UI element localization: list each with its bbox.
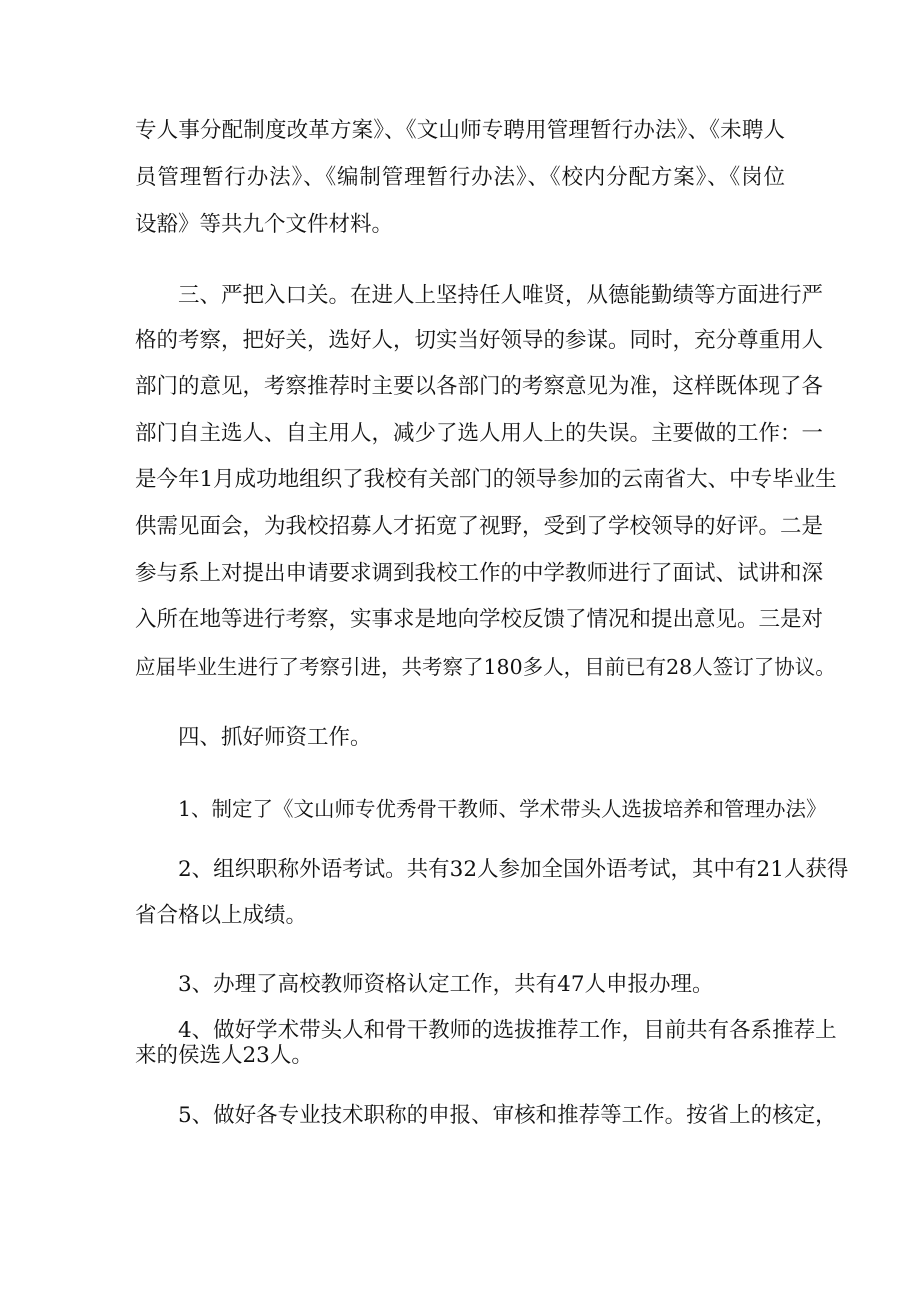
list-item-1: 1、制定了《文山师专优秀骨干教师、学术带头人选拔培养和管理办法》 <box>178 797 827 821</box>
list-item-2-continuation: 省合格以上成绩。 <box>135 903 308 928</box>
paragraph-line: 参与系上对提出申请要求调到我校工作的中学教师进行了面试、试讲和深 <box>135 561 824 586</box>
paragraph-line: 专人事分配制度改革方案》、《文山师专聘用管理暂行办法》、《未聘人 <box>135 118 785 143</box>
list-item-2: 2、组织职称外语考试。共有32人参加全国外语考试，其中有21人获得 <box>178 857 849 882</box>
list-item-5: 5、做好各专业技术职称的申报、审核和推荐等工作。按省上的核定， <box>178 1103 837 1128</box>
list-item-4-continuation: 来的侯选人23人。 <box>135 1043 313 1068</box>
paragraph-line: 格的考察，把好关，选好人，切实当好领导的参谋。同时，充分尊重用人 <box>135 328 824 353</box>
section-four-heading: 四、抓好师资工作。 <box>178 725 372 750</box>
paragraph-line: 入所在地等进行考察，实事求是地向学校反馈了情况和提出意见。三是对 <box>135 607 824 632</box>
section-three-heading-line: 三、严把入口关。在进人上坚持任人唯贤，从德能勤绩等方面进行严 <box>178 283 824 308</box>
paragraph-line: 部门的意见，考察推荐时主要以各部门的考察意见为准，这样既体现了各 <box>135 374 824 399</box>
paragraph-line: 员管理暂行办法》、《编制管理暂行办法》、《校内分配方案》、《岗位 <box>135 165 785 190</box>
list-item-3: 3、办理了高校教师资格认定工作，共有47人申报办理。 <box>178 972 714 997</box>
paragraph-line: 设豁》等共九个文件材料。 <box>135 212 394 237</box>
paragraph-line: 应届毕业生进行了考察引进，共考察了180多人，目前已有28人签订了协议。 <box>135 655 836 679</box>
paragraph-line: 是今年1月成功地组织了我校有关部门的领导参加的云南省大、中专毕业生 <box>135 467 837 492</box>
list-item-4: 4、做好学术带头人和骨干教师的选拔推荐工作，目前共有各系推荐上 <box>178 1018 837 1043</box>
paragraph-line: 部门自主选人、自主用人，减少了选人用人上的失误。主要做的工作：一 <box>135 421 824 446</box>
paragraph-line: 供需见面会，为我校招募人才拓宽了视野，受到了学校领导的好评。二是 <box>135 514 824 539</box>
